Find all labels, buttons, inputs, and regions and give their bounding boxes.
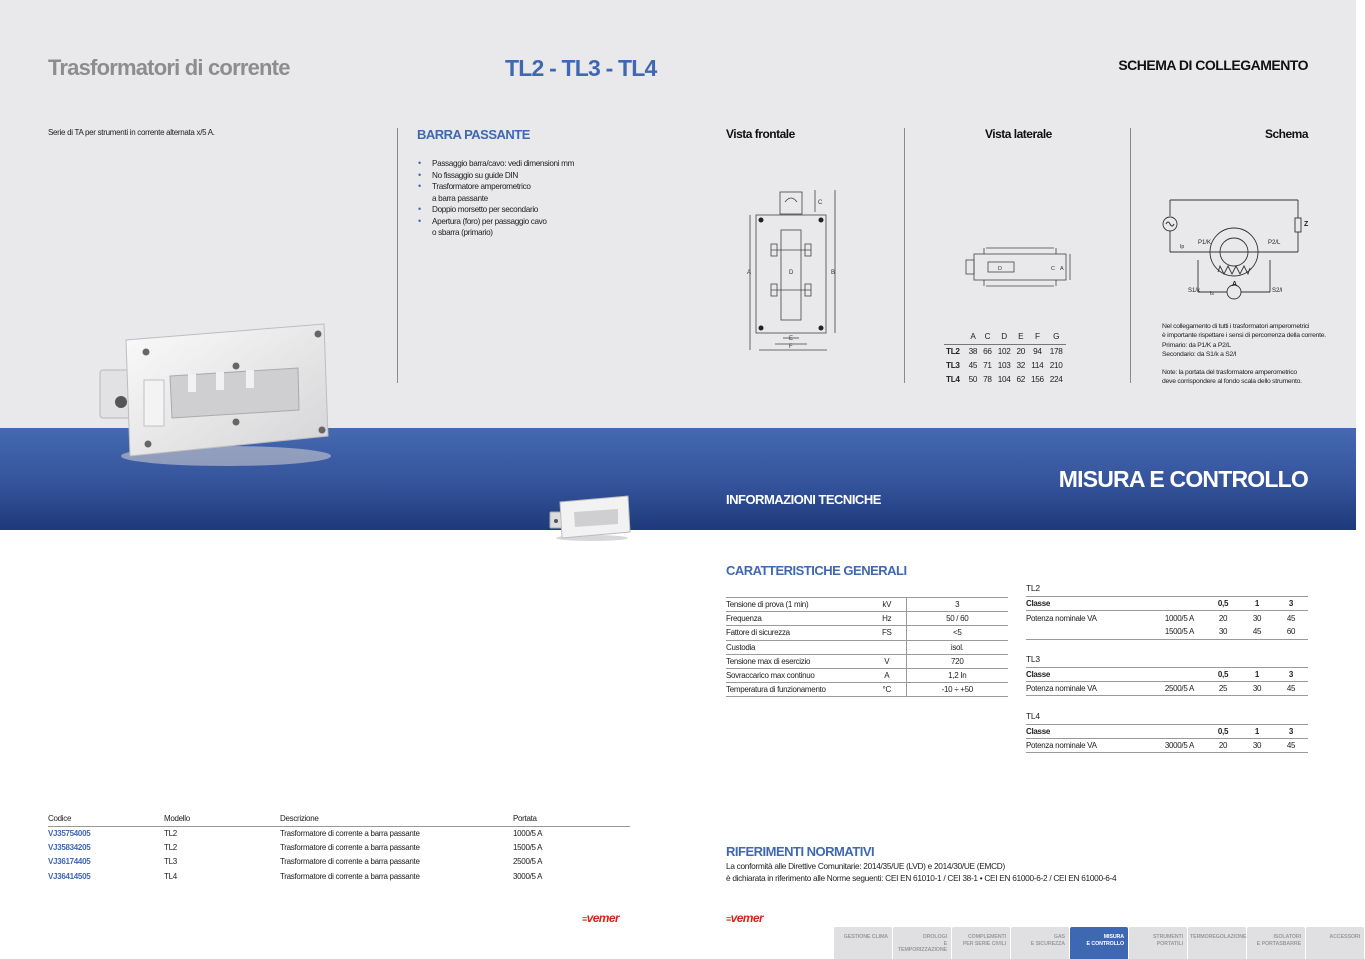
divider — [397, 128, 398, 383]
schema-label-p1: P1/K — [1198, 240, 1212, 246]
generali-label: Fattore di sicurezza — [726, 626, 868, 640]
product-model: TL3 — [164, 857, 177, 867]
dim-row — [944, 358, 1066, 372]
front-label-a: A — [747, 270, 752, 276]
dim-value: 71 — [983, 360, 992, 370]
product-portata: 2500/5 A — [513, 857, 543, 867]
class-row-value: 60 — [1274, 625, 1308, 639]
page-title: Trasformatori di corrente — [48, 55, 290, 80]
schema-label-s1: S1/k — [1188, 288, 1201, 294]
nav-tab-line1: OROLOGI — [922, 934, 947, 940]
feature-item — [418, 170, 574, 182]
note-line: Primario: da P1/K a P2/L — [1162, 341, 1231, 349]
nav-tab[interactable] — [952, 927, 1010, 959]
generali-label: Frequenza — [726, 612, 868, 626]
feature-item — [418, 204, 574, 216]
generali-row — [726, 654, 1008, 668]
dimensions-table — [944, 330, 1066, 386]
product-description: Trasformatore di corrente a barra passante — [280, 857, 420, 867]
feature-text: Apertura (foro) per passaggio cavo — [432, 216, 547, 226]
dim-row — [944, 344, 1066, 358]
class-label: Classe — [1026, 725, 1136, 739]
nav-tab[interactable] — [1070, 927, 1128, 959]
generali-label: Temperatura di funzionamento — [726, 683, 868, 697]
product-code[interactable]: VJ35834205 — [48, 842, 91, 852]
product-portata: 3000/5 A — [513, 871, 543, 881]
class-value: 1 — [1240, 668, 1274, 682]
product-code[interactable]: VJ36174405 — [48, 857, 91, 867]
class-value: 0,5 — [1206, 597, 1240, 611]
model-title: TL2 - TL3 - TL4 — [505, 55, 657, 81]
product-model: TL4 — [164, 871, 177, 881]
nav-tab[interactable] — [893, 927, 951, 959]
note-line: è importante rispettare i sensi di percorrenza della corrente. — [1162, 332, 1326, 340]
generali-unit: °C — [868, 683, 906, 697]
divider — [1130, 128, 1131, 383]
front-label-e: E — [789, 336, 794, 342]
class-model-title: TL3 — [1026, 654, 1040, 664]
class-model-title: TL4 — [1026, 711, 1040, 721]
front-label-d: D — [789, 270, 794, 276]
side-view-drawing — [964, 240, 1074, 296]
riferimenti-heading: RIFERIMENTI NORMATIVI — [726, 844, 875, 859]
bullet-icon: • — [418, 204, 421, 214]
riferimenti-line-1: La conformità alle Direttive Comunitarie: 2014/35/UE (LVD) e 2014/30/UE (EMCD) — [726, 861, 1005, 871]
generali-row — [726, 612, 1008, 626]
nav-tab[interactable] — [1129, 927, 1187, 959]
barra-heading: BARRA PASSANTE — [417, 127, 530, 142]
feature-text: a barra passante — [432, 193, 488, 203]
note-line: Secondario: da S1/k a S2/l — [1162, 350, 1236, 358]
nav-tab-line1: ISOLATORI — [1273, 934, 1301, 940]
product-row — [48, 840, 630, 854]
feature-item — [418, 216, 574, 228]
feature-item — [418, 193, 574, 205]
class-row-portata: 1000/5 A — [1164, 613, 1194, 623]
class-row-value: 30 — [1252, 613, 1262, 623]
nav-tab-line1: ACCESSORI — [1329, 934, 1360, 940]
logo-text: vemer — [586, 911, 620, 925]
transformer-photo — [96, 318, 331, 468]
nav-tab[interactable] — [1188, 927, 1246, 959]
generali-unit: A — [868, 668, 906, 682]
nav-tab-line1: MISURA — [1103, 934, 1124, 940]
class-row-label: Potenza nominale VA — [1026, 682, 1136, 696]
product-row — [48, 855, 630, 869]
bullet-icon: • — [418, 169, 421, 180]
generali-row — [726, 640, 1008, 654]
class-row — [1026, 611, 1308, 625]
class-label: Classe — [1026, 668, 1136, 682]
class-table — [1026, 596, 1308, 640]
riferimenti-text — [726, 860, 1116, 884]
side-label-a: A — [1060, 266, 1064, 272]
product-description: Trasformatore di corrente a barra passante — [280, 871, 420, 881]
nav-tab-line2: E PORTASBARRE — [1256, 940, 1301, 947]
dim-value: 20 — [1016, 346, 1025, 356]
class-row-value: 30 — [1240, 739, 1274, 753]
product-row — [48, 826, 630, 840]
generali-unit: Hz — [868, 612, 906, 626]
product-description: Trasformatore di corrente a barra passante — [280, 842, 420, 852]
class-table — [1026, 724, 1308, 753]
front-label-c: C — [818, 200, 823, 206]
dim-header: A — [966, 330, 981, 344]
product-model: TL2 — [164, 842, 177, 852]
nav-tab[interactable] — [1011, 927, 1069, 959]
generali-value: -10 ÷ +50 — [906, 683, 1008, 697]
generali-heading: CARATTERISTICHE GENERALI — [726, 563, 907, 578]
nav-tab-line2: E SICUREZZA — [1030, 940, 1065, 947]
class-table — [1026, 667, 1308, 696]
view-front-heading: Vista frontale — [726, 127, 795, 141]
nav-tab-line1: COMPLEMENTI — [967, 934, 1006, 940]
front-label-b: B — [831, 270, 836, 276]
dim-model: TL4 — [946, 374, 960, 384]
nav-tab-line2: E TEMPORIZZAZIONE — [897, 940, 947, 954]
schema-label-a: A — [1232, 281, 1238, 288]
class-row-value: 25 — [1206, 682, 1240, 696]
class-row-label — [1026, 625, 1136, 639]
generali-value: 3 — [906, 598, 1008, 612]
generali-row — [726, 598, 1008, 612]
class-row-value: 30 — [1206, 625, 1240, 639]
vemer-logo-right: ≡vemer — [726, 911, 764, 925]
bullet-icon: • — [418, 158, 421, 168]
class-row-value: 45 — [1240, 625, 1274, 639]
generali-unit: kV — [868, 598, 906, 612]
transformer-photo-small — [548, 494, 632, 542]
product-code[interactable]: VJ35754005 — [48, 828, 91, 838]
generali-value: 50 / 60 — [906, 612, 1008, 626]
class-header-row — [1026, 725, 1308, 739]
class-row-value: 45 — [1274, 739, 1308, 753]
class-row — [1026, 682, 1308, 696]
dim-value: 114 — [1031, 360, 1044, 370]
dim-value: 103 — [997, 360, 1011, 370]
generali-row — [726, 668, 1008, 682]
class-value: 3 — [1274, 597, 1308, 611]
dim-header: F — [1028, 330, 1047, 344]
dim-model: TL3 — [946, 360, 960, 370]
product-header: Descrizione — [280, 812, 513, 826]
schema-label-p2: P2/L — [1268, 240, 1281, 246]
nav-tab-line2: PORTATILI — [1156, 940, 1183, 947]
schema-footnote — [1162, 368, 1302, 387]
nav-tab-line1: TERMOREGOLAZIONE — [1190, 934, 1247, 940]
class-value: 1 — [1240, 597, 1274, 611]
generali-label: Tensione di prova (1 min) — [726, 598, 868, 612]
bullet-icon: • — [418, 181, 421, 191]
product-portata: 1500/5 A — [513, 842, 543, 852]
general-characteristics-table — [726, 597, 1008, 697]
dim-value: 104 — [997, 374, 1011, 384]
generali-row — [726, 626, 1008, 640]
generali-value: isol. — [906, 640, 1008, 654]
dim-value: 66 — [983, 346, 992, 356]
dim-row — [944, 372, 1066, 386]
class-row-value: 30 — [1240, 682, 1274, 696]
schema-title: SCHEMA DI COLLEGAMENTO — [1118, 57, 1308, 73]
dim-header: E — [1013, 330, 1028, 344]
nav-tab-line2: E CONTROLLO — [1086, 940, 1124, 947]
dim-value: 50 — [968, 374, 978, 384]
class-header-row — [1026, 668, 1308, 682]
dim-value: 45 — [968, 360, 978, 370]
product-row — [48, 869, 630, 883]
connection-schema-drawing — [1158, 194, 1310, 306]
class-block — [1026, 654, 1308, 696]
class-value: 3 — [1274, 725, 1308, 739]
schema-label-is: Is — [1210, 291, 1214, 297]
product-table — [48, 812, 630, 883]
category-tabs — [834, 927, 1365, 959]
class-row-portata: 3000/5 A — [1136, 739, 1206, 753]
generali-value: 720 — [906, 654, 1008, 668]
dim-value: 78 — [983, 374, 992, 384]
dim-value: 102 — [997, 346, 1011, 356]
dim-value: 178 — [1049, 346, 1063, 356]
class-row — [1026, 739, 1308, 753]
class-model-title: TL2 — [1026, 583, 1040, 593]
divider — [904, 128, 905, 383]
dim-header: D — [995, 330, 1014, 344]
feature-text: o sbarra (primario) — [432, 228, 493, 237]
dim-value: 62 — [1016, 374, 1025, 384]
product-portata: 1000/5 A — [513, 828, 543, 838]
nav-tab-line1: GAS — [1053, 934, 1065, 940]
note-line: deve corrispondere al fondo scala dello strumento. — [1162, 378, 1302, 386]
feature-list — [418, 158, 574, 239]
product-header: Modello — [164, 812, 280, 826]
front-label-f: F — [789, 344, 793, 350]
dim-header: G — [1047, 330, 1066, 344]
section-title: MISURA E CONTROLLO — [1058, 466, 1308, 492]
generali-value: <5 — [906, 626, 1008, 640]
nav-tab[interactable] — [1247, 927, 1305, 959]
class-row-value: 45 — [1286, 613, 1296, 623]
nav-tab-line2: PER SERIE CIVILI — [962, 940, 1006, 947]
nav-tab-line1: GESTIONE CLIMA — [843, 934, 888, 940]
note-line: Nel collegamento di tutti i trasformatori amperometrici — [1162, 323, 1310, 330]
dim-value: 156 — [1030, 374, 1044, 384]
class-value: 0,5 — [1206, 725, 1240, 739]
series-description: Serie di TA per strumenti in corrente alternata x/5 A. — [48, 128, 215, 137]
generali-unit: V — [868, 654, 906, 668]
feature-text: Doppio morsetto per secondario — [432, 205, 539, 214]
dim-value: 32 — [1016, 360, 1025, 370]
nav-tab-line1: STRUMENTI — [1153, 934, 1183, 940]
product-description: Trasformatore di corrente a barra passante — [280, 828, 420, 838]
class-value: 1 — [1240, 725, 1274, 739]
note-line: Note: la portata del trasformatore amperometrico — [1162, 369, 1297, 376]
class-row-portata: 2500/5 A — [1136, 682, 1206, 696]
generali-label: Sovraccarico max continuo — [726, 668, 868, 682]
class-block — [1026, 583, 1308, 640]
feature-text: Trasformatore amperometrico — [432, 182, 531, 191]
class-value: 0,5 — [1206, 668, 1240, 682]
dim-value: 38 — [968, 346, 978, 356]
class-row — [1026, 625, 1308, 639]
class-block — [1026, 711, 1308, 753]
generali-label: Tensione max di esercizio — [726, 654, 868, 668]
feature-item — [418, 181, 574, 193]
class-row-portata: 1500/5 A — [1136, 625, 1206, 639]
class-row-value: 20 — [1206, 739, 1240, 753]
generali-row — [726, 683, 1008, 697]
schema-note — [1162, 322, 1326, 359]
generali-value: 1,2 In — [906, 668, 1008, 682]
dim-header: C — [980, 330, 995, 344]
class-row-value: 45 — [1274, 682, 1308, 696]
class-value: 3 — [1274, 668, 1308, 682]
feature-item — [418, 158, 574, 170]
generali-unit: FS — [868, 626, 906, 640]
side-label-c: C — [1051, 266, 1055, 272]
front-view-drawing — [745, 182, 845, 354]
class-header-row — [1026, 597, 1308, 611]
feature-item — [418, 227, 574, 239]
product-model: TL2 — [164, 828, 177, 838]
schema-heading: Schema — [1264, 127, 1308, 141]
product-header: Codice — [48, 812, 164, 826]
product-header: Portata — [513, 812, 630, 826]
vemer-logo-left: ≡vemer — [582, 911, 620, 925]
schema-label-ip: Ip — [1180, 244, 1185, 250]
info-heading: INFORMAZIONI TECNICHE — [726, 492, 881, 507]
nav-tab[interactable] — [1306, 927, 1364, 959]
nav-tab[interactable] — [834, 927, 892, 959]
class-label: Classe — [1026, 597, 1136, 611]
class-row-label: Potenza nominale VA — [1026, 613, 1097, 623]
logo-text: vemer — [730, 911, 764, 925]
feature-text: No fissaggio su guide DIN — [432, 170, 518, 180]
product-code[interactable]: VJ36414505 — [48, 871, 91, 881]
class-row-value: 20 — [1218, 613, 1228, 623]
view-side-heading: Vista laterale — [985, 127, 1052, 141]
schema-label-z: Z — [1304, 221, 1309, 228]
riferimenti-line-2: è dichiarata in riferimento alle Norme seguenti: CEI EN 61010-1 / CEI 38-1 • CEI EN 61000-6-2 / CEI EN 61000-6-4 — [726, 873, 1117, 883]
generali-unit — [868, 640, 906, 654]
dim-model: TL2 — [946, 346, 960, 356]
schema-label-s2: S2/l — [1272, 288, 1283, 294]
dim-value: 210 — [1049, 360, 1063, 370]
dim-value: 224 — [1049, 374, 1063, 384]
dim-value: 94 — [1033, 346, 1042, 356]
side-label-d: D — [998, 266, 1002, 272]
feature-text: Passaggio barra/cavo: vedi dimensioni mm — [432, 159, 575, 168]
bullet-icon: • — [418, 215, 421, 226]
generali-label: Custodia — [726, 640, 868, 654]
class-row-label: Potenza nominale VA — [1026, 739, 1136, 753]
